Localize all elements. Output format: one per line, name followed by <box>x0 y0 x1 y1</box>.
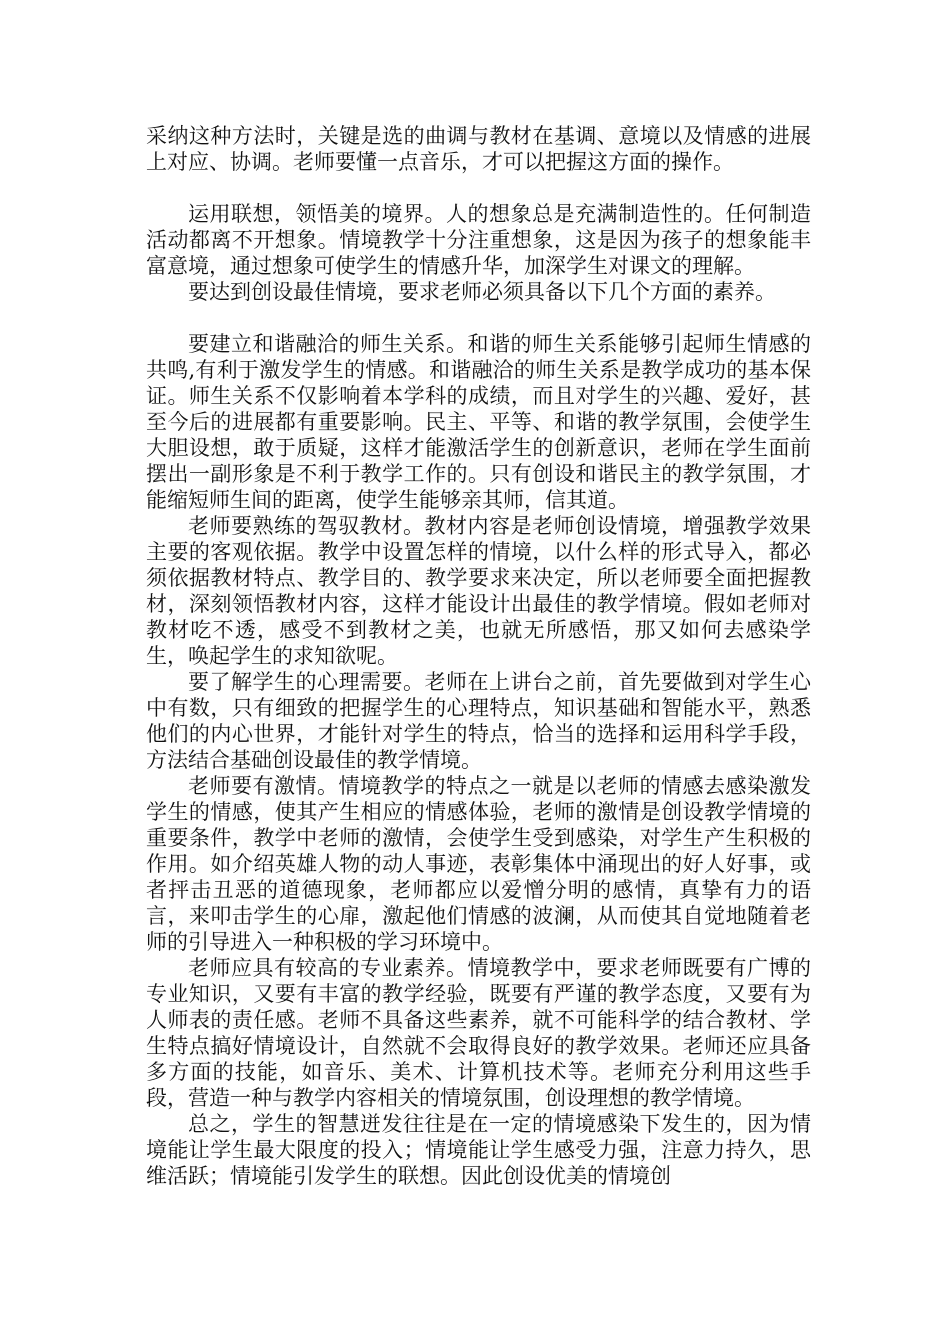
paragraph: 要建立和谐融洽的师生关系。和谐的师生关系能够引起师生情感的共鸣,有利于激发学生的情感。和谐融洽的师生关系是教学成功的基本保证。师生关系不仅影响着本学科的成绩，而且对学生的兴趣、爱好，甚至今后的进展都有重要影响。民主、平等、和谐的教学氛围，会使学生大胆设想，敢于质疑，这样才能激活学生的创新意识，老师在学生面前摆出一副形象是不利于教学工作的。只有创设和谐民主的教学氛围，才能缩短师生间的距离，使学生能够亲其师，信其道。 <box>146 332 811 512</box>
paragraph-gap <box>146 175 811 201</box>
paragraph: 老师要有激情。情境教学的特点之一就是以老师的情感去感染激发学生的情感，使其产生相应的情感体验，老师的激情是创设教学情境的重要条件，教学中老师的激情，会使学生受到感染，对学生产生积极的作用。如介绍英雄人物的动人事迹，表彰集体中涌现出的好人好事，或者抨击丑恶的道德现象，老师都应以爱憎分明的感情，真挚有力的语言，来叩击学生的心扉，激起他们情感的波澜，从而使其自觉地随着老师的引导进入一种积极的学习环境中。 <box>146 774 811 954</box>
document-body <box>146 123 811 1189</box>
paragraph: 老师要熟练的驾驭教材。教材内容是老师创设情境，增强教学效果主要的客观依据。教学中设置怎样的情境，以什么样的形式导入，都必须依据教材特点、教学目的、教学要求来决定，所以老师要全面把握教材，深刻领悟教材内容，这样才能设计出最佳的教学情境。假如老师对教材吃不透，感受不到教材之美，也就无所感悟，那又如何去感染学生，唤起学生的求知欲呢。 <box>146 514 811 668</box>
paragraph: 老师应具有较高的专业素养。情境教学中，要求老师既要有广博的专业知识，又要有丰富的教学经验，既要有严谨的教学态度，又要有为人师表的责任感。老师不具备这些素养，就不可能科学的结合教材、学生特点搞好情境设计，自然就不会取得良好的教学效果。老师还应具备多方面的技能，如音乐、美术、计算机技术等。老师充分利用这些手段，营造一种与教学内容相关的情境氛围，创设理想的教学情境。 <box>146 956 811 1110</box>
paragraph-gap <box>146 305 811 331</box>
paragraph: 要达到创设最佳情境，要求老师必须具备以下几个方面的素养。 <box>188 280 776 304</box>
paragraph: 采纳这种方法时，关键是选的曲调与教材在基调、意境以及情感的进展上对应、协调。老师要懂一点音乐，才可以把握这方面的操作。 <box>146 124 811 174</box>
paragraph: 运用联想，领悟美的境界。人的想象总是充满制造性的。任何制造活动都离不开想象。情境教学十分注重想象，这是因为孩子的想象能丰富意境，通过想象可使学生的情感升华，加深学生对课文的理解。 <box>146 202 811 278</box>
paragraph: 总之，学生的智慧迸发往往是在一定的情境感染下发生的，因为情境能让学生最大限度的投入；情境能让学生感受力强，注意力持久，思维活跃；情境能引发学生的联想。因此创设优美的情境创 <box>146 1112 811 1188</box>
paragraph: 要了解学生的心理需要。老师在上讲台之前，首先要做到对学生心中有数，只有细致的把握学生的心理特点，知识基础和智能水平，熟悉他们的内心世界，才能针对学生的特点，恰当的选择和运用科学手段，方法结合基础创设最佳的教学情境。 <box>146 670 811 772</box>
